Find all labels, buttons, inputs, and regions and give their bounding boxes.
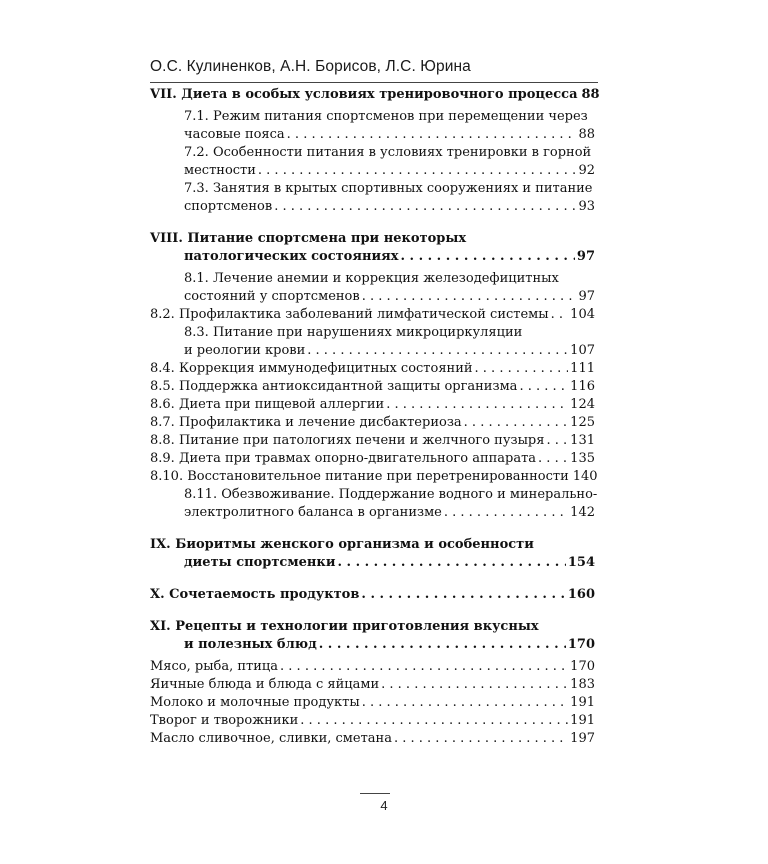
toc-page-number: 92 <box>578 163 595 178</box>
toc-item-title-line2: электролитного баланса в организме <box>184 505 442 520</box>
toc-leader-dots <box>280 658 568 676</box>
toc-item-title-line2: часовые пояса <box>184 127 285 142</box>
toc-page-number: 170 <box>567 637 595 652</box>
toc-section-title: X. Сочетаемость продуктов <box>150 587 360 602</box>
toc-item-number: 8.1. <box>184 271 209 286</box>
toc-page-number: 170 <box>570 659 595 674</box>
toc-item-title-line1: Питание при нарушениях микроциркуляции <box>212 325 523 340</box>
toc-item-title: Питание при патологиях печени и желчного пузыря <box>178 433 545 448</box>
toc-item-title: Профилактика и лечение дисбактериоза <box>178 415 462 430</box>
toc-item-8-8[interactable] <box>150 432 595 450</box>
toc-item-number: 8.8. <box>150 433 175 448</box>
toc-page-number: 191 <box>570 695 595 710</box>
toc-item-7-1[interactable] <box>150 108 595 144</box>
toc-section-title-line2: диеты спортсменки <box>184 555 336 570</box>
toc-recipe-butter[interactable] <box>150 730 595 748</box>
toc-item-number: 8.9. <box>150 451 175 466</box>
toc-page-number: 131 <box>570 433 595 448</box>
toc-page-number: 97 <box>576 249 595 264</box>
toc-section-title-line1: XI. Рецепты и технологии приготовления вкусных <box>150 619 539 634</box>
toc-item-title: Яичные блюда и блюда с яйцами <box>150 677 380 692</box>
toc-item-number: 8.11. <box>184 487 218 502</box>
toc-item-title: Восстановительное питание при перетренированности <box>187 469 569 484</box>
toc-item-number: 8.3. <box>184 325 209 340</box>
toc-leader-dots <box>362 694 568 712</box>
toc-item-number: 8.4. <box>150 361 175 376</box>
toc-leader-dots <box>475 360 569 378</box>
toc-item-number: 8.2. <box>150 307 175 322</box>
toc-page-number: 97 <box>578 289 595 304</box>
toc-leader-dots <box>307 342 568 360</box>
toc-item-title: Профилактика заболеваний лимфатической системы <box>178 307 549 322</box>
toc-item-8-6[interactable] <box>150 396 595 414</box>
toc-item-8-9[interactable] <box>150 450 595 468</box>
toc-page-number: 88 <box>578 127 595 142</box>
toc-item-8-3[interactable] <box>150 324 595 360</box>
toc-item-number: 8.5. <box>150 379 175 394</box>
toc-section-title-line2: патологических состояниях <box>184 249 399 264</box>
toc-item-8-10[interactable] <box>150 468 598 486</box>
toc-leader-dots <box>337 554 565 572</box>
toc-leader-dots <box>300 712 568 730</box>
header-rule <box>150 82 598 83</box>
toc-leader-dots <box>464 414 569 432</box>
toc-item-number: 7.3. <box>184 181 209 196</box>
toc-recipe-milk[interactable] <box>150 694 595 712</box>
toc-item-8-7[interactable] <box>150 414 595 432</box>
table-of-contents <box>150 86 600 748</box>
toc-page-number: 125 <box>570 415 595 430</box>
toc-item-title-line1: Особенности питания в условиях тренировки в горной <box>212 145 592 160</box>
toc-item-number: 8.10. <box>150 469 184 484</box>
toc-item-title: Коррекция иммунодефицитных состояний <box>178 361 473 376</box>
toc-item-number: 8.6. <box>150 397 175 412</box>
toc-recipe-cottage-cheese[interactable] <box>150 712 595 730</box>
toc-leader-dots <box>361 586 565 604</box>
toc-leader-dots <box>381 676 568 694</box>
toc-section-title-line2: и полезных блюд <box>184 637 317 652</box>
toc-leader-dots <box>551 306 569 324</box>
page-number-rule <box>360 793 390 794</box>
toc-leader-dots <box>394 730 568 748</box>
toc-item-8-4[interactable] <box>150 360 595 378</box>
toc-item-8-1[interactable] <box>150 270 595 306</box>
toc-item-title-line2: и реологии крови <box>184 343 306 358</box>
toc-item-number: 7.1. <box>184 109 209 124</box>
toc-item-7-2[interactable] <box>150 144 595 180</box>
toc-item-title: Творог и творожники <box>150 713 299 728</box>
toc-leader-dots <box>362 288 577 306</box>
toc-item-title-line1: Занятия в крытых спортивных сооружениях и питание <box>212 181 593 196</box>
toc-item-8-2[interactable] <box>150 306 595 324</box>
toc-page-number: 160 <box>567 587 595 602</box>
toc-item-title-line2: спортсменов <box>184 199 273 214</box>
toc-item-title: Масло сливочное, сливки, сметана <box>150 731 392 746</box>
toc-page-number: 154 <box>567 555 595 570</box>
toc-item-8-11[interactable] <box>150 486 598 522</box>
toc-item-title-line1: Обезвоживание. Поддержание водного и минерально- <box>221 487 598 502</box>
toc-section-vii[interactable] <box>150 86 600 104</box>
toc-section-title-line1: IX. Биоритмы женского организма и особенности <box>150 537 534 552</box>
toc-leader-dots <box>546 432 568 450</box>
toc-leader-dots <box>400 248 574 266</box>
toc-leader-dots <box>444 504 568 522</box>
toc-section-ix[interactable] <box>150 536 595 572</box>
toc-recipe-meat[interactable] <box>150 658 595 676</box>
toc-section-xi[interactable] <box>150 618 595 654</box>
toc-leader-dots <box>319 636 566 654</box>
toc-page-number: 140 <box>572 469 598 484</box>
toc-item-title-line1: Режим питания спортсменов при перемещении через <box>212 109 588 124</box>
toc-item-7-3[interactable] <box>150 180 595 216</box>
toc-section-title: VII. Диета в особых условиях тренировочного процесса <box>150 87 578 102</box>
toc-leader-dots <box>287 126 577 144</box>
toc-page-number: 135 <box>570 451 595 466</box>
toc-page-number: 142 <box>570 505 595 520</box>
toc-item-title: Молоко и молочные продукты <box>150 695 360 710</box>
toc-page-number: 88 <box>581 87 600 102</box>
toc-item-title-line2: местности <box>184 163 256 178</box>
toc-page-number: 197 <box>570 731 595 746</box>
toc-page-number: 183 <box>570 677 595 692</box>
toc-item-8-5[interactable] <box>150 378 595 396</box>
toc-page-number: 191 <box>570 713 595 728</box>
toc-item-title-line1: Лечение анемии и коррекция железодефицитных <box>212 271 559 286</box>
toc-leader-dots <box>258 162 577 180</box>
toc-item-number: 8.7. <box>150 415 175 430</box>
toc-leader-dots <box>386 396 568 414</box>
toc-page-number: 107 <box>570 343 595 358</box>
toc-item-title: Диета при пищевой аллергии <box>178 397 385 412</box>
toc-leader-dots <box>538 450 568 468</box>
toc-page-number: 116 <box>570 379 595 394</box>
toc-item-title: Мясо, рыба, птица <box>150 659 279 674</box>
toc-item-title-line2: состояний у спортсменов <box>184 289 360 304</box>
running-head-authors: О.С. Кулиненков, А.Н. Борисов, Л.С. Юрина <box>150 58 471 75</box>
toc-section-viii[interactable] <box>150 230 595 266</box>
toc-item-title: Поддержка антиоксидантной защиты организма <box>178 379 518 394</box>
toc-leader-dots <box>519 378 568 396</box>
toc-item-title: Диета при травмах опорно-двигательного аппарата <box>178 451 537 466</box>
toc-section-title-line1: VIII. Питание спортсмена при некоторых <box>150 231 467 246</box>
toc-page-number: 93 <box>578 199 595 214</box>
toc-page-number: 124 <box>570 397 595 412</box>
toc-item-number: 7.2. <box>184 145 209 160</box>
toc-recipe-eggs[interactable] <box>150 676 595 694</box>
toc-page-number: 111 <box>570 361 595 376</box>
toc-page-number: 104 <box>570 307 595 322</box>
toc-leader-dots <box>274 198 576 216</box>
page-number: 4 <box>380 798 388 813</box>
toc-section-x[interactable] <box>150 586 595 604</box>
